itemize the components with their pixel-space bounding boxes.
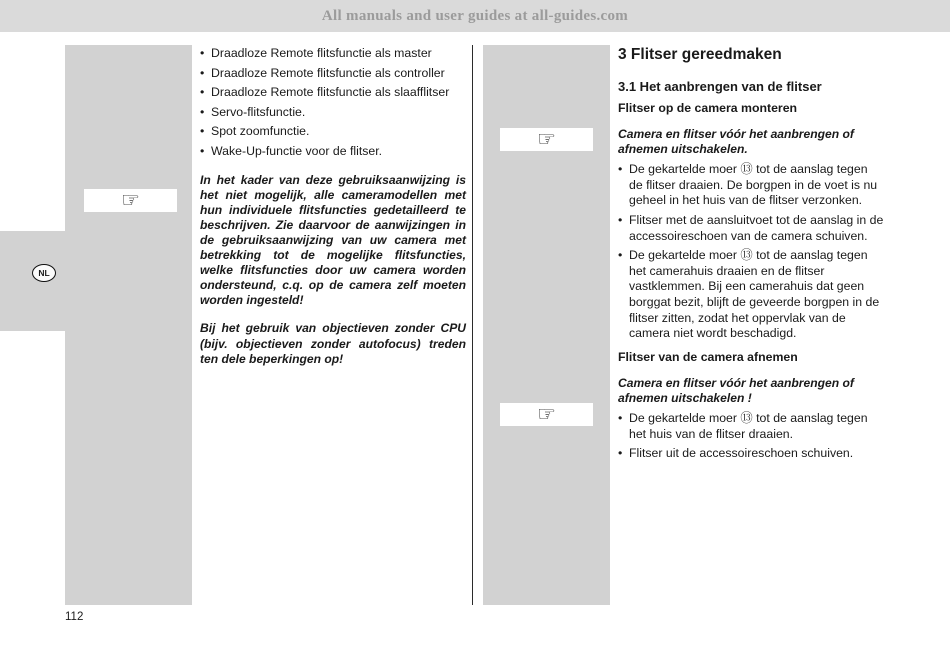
right-text-column [618, 46, 884, 466]
flash-modes-list [200, 46, 466, 160]
chapter-title: 3 Flitser gereedmaken [618, 46, 782, 63]
pointing-hand-icon: ☞ [121, 188, 140, 212]
list-item: • De gekartelde moer ⑬ tot de aanslag tegen het camerahuis draaien en de flitser vastklemmen. Bij een camerahuis dat geen borggat bezit, blijft de geveerde borgpen in de flitser zitten, zodat het oppervlak van de camera niet wordt beschadigd. [618, 248, 884, 342]
note-marker-box [84, 189, 177, 212]
list-item: • Flitser uit de accessoireschoen schuiven. [618, 446, 884, 462]
site-banner [0, 0, 950, 32]
list-item: • Servo-flitsfunctie. [200, 105, 466, 121]
list-item: • Flitser met de aansluitvoet tot de aanslag in de accessoireschoen van de camera schuiven. [618, 213, 884, 244]
section-title: 3.1 Het aanbrengen van de flitser [618, 79, 822, 94]
mount-steps-list [618, 162, 884, 342]
mount-warning: Camera en flitser vóór het aanbrengen of afnemen uitschakelen. [618, 127, 854, 157]
language-badge [32, 264, 56, 282]
pointing-hand-icon: ☞ [537, 127, 556, 151]
list-item: • De gekartelde moer ⑬ tot de aanslag tegen het huis van de flitser draaien. [618, 411, 884, 442]
remove-steps-list [618, 411, 884, 462]
site-banner-text: All manuals and user guides at all-guides.com [321, 7, 629, 24]
column-divider [472, 45, 473, 605]
remove-warning: Camera en flitser vóór het aanbrengen of afnemen uitschakelen ! [618, 375, 854, 405]
list-item: • Draadloze Remote flitsfunctie als controller [200, 66, 466, 82]
left-text-column [200, 46, 466, 367]
note-marker-box [500, 128, 593, 151]
list-item: • Draadloze Remote flitsfunctie als slaafflitser [200, 85, 466, 101]
mount-heading: Flitser op de camera monteren [618, 101, 798, 115]
remove-heading: Flitser van de camera afnemen [618, 349, 798, 364]
pointing-hand-icon: ☞ [537, 402, 556, 426]
list-item: • Draadloze Remote flitsfunctie als master [200, 46, 466, 62]
language-badge-label: NL [38, 268, 50, 278]
list-item: • Wake-Up-functie voor de flitser. [200, 144, 466, 160]
note-marker-box [500, 403, 593, 426]
note-cpu-lenses: Bij het gebruik van objectieven zonder CPU (bijv. objectieven zonder autofocus) treden ten dele beperkingen op! [200, 321, 466, 366]
left-margin-column [65, 45, 192, 605]
page-number: 112 [65, 611, 84, 623]
list-item: • Spot zoomfunctie. [200, 124, 466, 140]
language-tab-band [0, 231, 66, 331]
note-camera-models: In het kader van deze gebruiksaanwijzing is het niet mogelijk, alle cameramodellen met hun individuele flitsfuncties gedetailleerd te beschrijven. Zie daarvoor de aanwijzingen in de gebruiksaanwijzing van uw camera met betrekking tot de mogelijke flitsfuncties, welke flitsfuncties door uw camera worden ondersteund, c.q. op de camera zelf moeten worden ingesteld! [200, 172, 466, 308]
list-item: • De gekartelde moer ⑬ tot de aanslag tegen de flitser draaien. De borgpen in de voet is nu geheel in het huis van de flitser verzonken. [618, 162, 884, 209]
